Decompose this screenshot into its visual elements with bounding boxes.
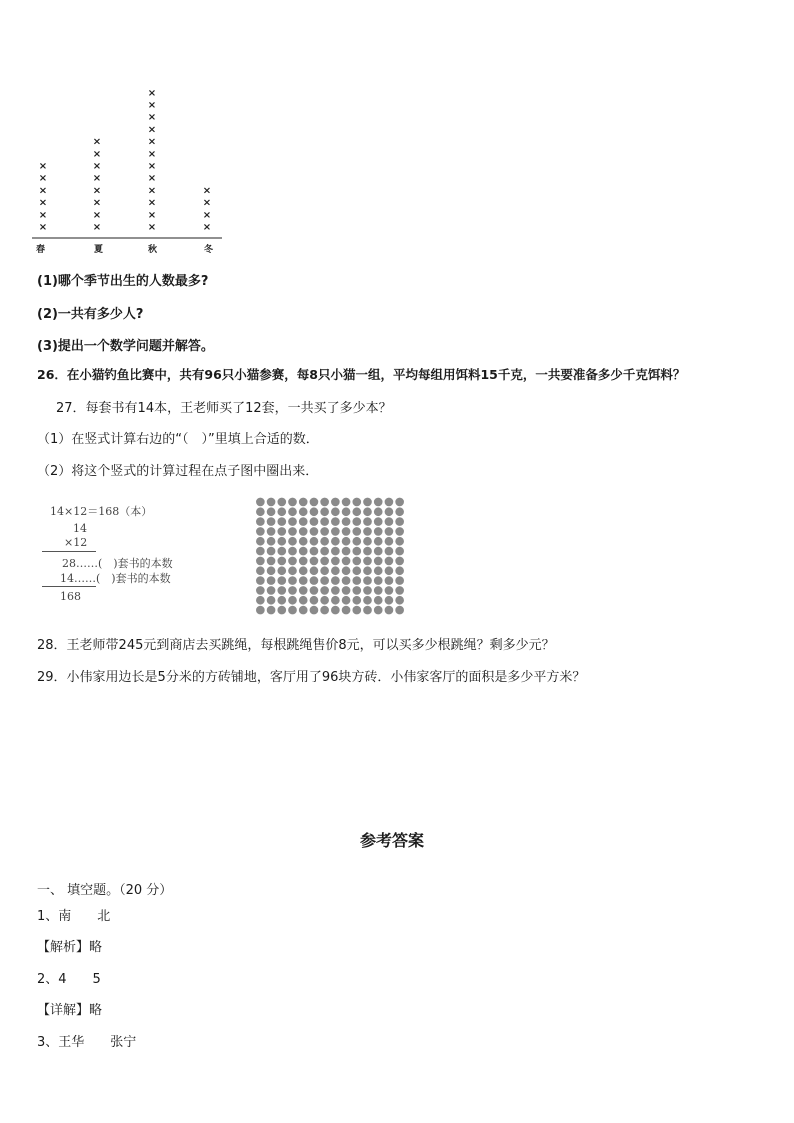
grid-dot — [342, 596, 351, 605]
grid-dot — [320, 507, 329, 516]
grid-dot — [331, 547, 340, 556]
plot-mark-春: × — [38, 173, 48, 185]
grid-dot — [385, 576, 394, 585]
grid-dot — [267, 576, 276, 585]
grid-dot — [395, 586, 404, 595]
grid-dot — [395, 537, 404, 546]
grid-dot — [395, 527, 404, 536]
grid-dot — [310, 498, 319, 507]
plot-mark-冬: × — [202, 222, 212, 233]
grid-dot — [310, 557, 319, 566]
grid-dot — [310, 527, 319, 536]
plot-mark-冬: × — [202, 197, 212, 209]
calc-row5: 168 — [60, 590, 81, 603]
grid-dot — [299, 566, 308, 575]
grid-dot — [342, 606, 351, 615]
grid-dot — [320, 596, 329, 605]
plot-mark-秋: × — [147, 87, 157, 99]
plot-marks — [39, 88, 211, 233]
grid-dot — [267, 566, 276, 575]
grid-dot — [256, 537, 265, 546]
grid-dot — [277, 537, 286, 546]
plot-mark-夏: × — [92, 185, 102, 197]
grid-dot — [320, 537, 329, 546]
grid-dot — [395, 507, 404, 516]
grid-dot — [374, 517, 383, 526]
grid-dot — [277, 557, 286, 566]
grid-dot — [320, 606, 329, 615]
grid-dot — [288, 606, 297, 615]
calc-row1: 14 — [73, 522, 87, 535]
grid-dot — [395, 606, 404, 615]
plot-mark-秋: × — [147, 222, 157, 233]
grid-dot — [256, 596, 265, 605]
plot-mark-夏: × — [92, 197, 102, 209]
grid-dot — [256, 557, 265, 566]
grid-dot — [342, 586, 351, 595]
plot-mark-秋: × — [147, 197, 157, 209]
grid-dot — [277, 527, 286, 536]
answer-2: 2、4 5 — [37, 972, 101, 987]
grid-dot — [363, 566, 372, 575]
grid-dot — [320, 517, 329, 526]
grid-dot — [299, 596, 308, 605]
grid-dot — [363, 527, 372, 536]
grid-dot — [320, 566, 329, 575]
grid-dot — [342, 498, 351, 507]
grid-dot — [331, 606, 340, 615]
plot-mark-春: × — [38, 185, 48, 197]
grid-dot — [352, 596, 361, 605]
grid-dot — [288, 576, 297, 585]
grid-dot — [385, 537, 394, 546]
grid-dot — [256, 527, 265, 536]
q27-stem: 27．每套书有14本，王老师买了12套，一共买了多少本？ — [56, 401, 392, 416]
grid-dot — [310, 566, 319, 575]
season-birth-line-plot — [30, 80, 230, 255]
grid-dot — [395, 557, 404, 566]
grid-dot — [395, 547, 404, 556]
grid-dot — [352, 576, 361, 585]
grid-dot — [299, 517, 308, 526]
calc-row3: 28……( )套书的本数 — [62, 557, 173, 570]
grid-dot — [352, 606, 361, 615]
grid-dot — [395, 517, 404, 526]
grid-dot — [288, 517, 297, 526]
plot-mark-秋: × — [147, 161, 157, 172]
grid-dot — [331, 566, 340, 575]
grid-dot — [267, 586, 276, 595]
grid-dot — [331, 596, 340, 605]
grid-dot — [288, 566, 297, 575]
grid-dot — [374, 537, 383, 546]
grid-dot — [320, 547, 329, 556]
grid-dot — [342, 507, 351, 516]
grid-dot — [277, 547, 286, 556]
season-label-autumn: 秋 — [148, 245, 158, 255]
grid-dot — [331, 557, 340, 566]
plot-mark-春: × — [38, 161, 48, 172]
plot-mark-秋: × — [147, 148, 157, 160]
grid-dot — [374, 557, 383, 566]
grid-dot — [385, 527, 394, 536]
grid-dot — [395, 566, 404, 575]
answers-section-1: 一、 填空题。（20 分） — [37, 883, 173, 898]
grid-dot — [385, 507, 394, 516]
grid-dot — [299, 547, 308, 556]
grid-dot — [331, 527, 340, 536]
grid-dot — [277, 507, 286, 516]
q25-sub1: (1)哪个季节出生的人数最多? — [37, 274, 209, 289]
plot-mark-春: × — [38, 209, 48, 221]
grid-dot — [277, 586, 286, 595]
calc-line-2 — [42, 586, 96, 587]
grid-dot — [342, 517, 351, 526]
grid-dot — [310, 586, 319, 595]
answer-1: 1、南 北 — [37, 909, 111, 924]
grid-dot — [374, 576, 383, 585]
plot-mark-夏: × — [92, 173, 102, 185]
plot-mark-秋: × — [147, 136, 157, 148]
answer-3: 3、王华 张宁 — [37, 1035, 137, 1050]
grid-dot — [310, 507, 319, 516]
season-label-spring: 春 — [36, 245, 46, 255]
grid-dot — [288, 596, 297, 605]
grid-dot — [256, 586, 265, 595]
plot-mark-秋: × — [147, 209, 157, 221]
grid-dot — [374, 586, 383, 595]
grid-dot — [385, 566, 394, 575]
plot-mark-夏: × — [92, 136, 102, 148]
grid-dot — [363, 547, 372, 556]
q26-text: 26．在小猫钓鱼比赛中，共有96只小猫参赛，每8只小猫一组，平均每组用饵料15千克，一共要准备多少千克饵料？ — [37, 367, 686, 382]
grid-dot — [299, 527, 308, 536]
calc-row4: 14……( )套书的本数 — [60, 572, 171, 585]
answer-1-note: 【解析】略 — [37, 940, 103, 955]
plot-mark-夏: × — [92, 161, 102, 172]
grid-dot — [385, 557, 394, 566]
grid-dot — [374, 507, 383, 516]
grid-dot — [374, 606, 383, 615]
q29-text: 29．小伟家用边长是5分米的方砖铺地，客厅用了96块方砖．小伟家客厅的面积是多少平方米？ — [37, 670, 586, 685]
grid-dot — [267, 527, 276, 536]
grid-dot — [256, 606, 265, 615]
grid-dot — [352, 566, 361, 575]
plot-mark-夏: × — [92, 148, 102, 160]
answer-2-note: 【详解】略 — [37, 1003, 103, 1018]
grid-dot — [277, 498, 286, 507]
grid-dot — [395, 596, 404, 605]
grid-dot — [310, 596, 319, 605]
grid-dot — [374, 596, 383, 605]
plot-mark-秋: × — [147, 112, 157, 124]
grid-dot — [352, 537, 361, 546]
grid-dot — [310, 606, 319, 615]
grid-dot — [267, 517, 276, 526]
grid-dot — [385, 498, 394, 507]
grid-dot — [395, 576, 404, 585]
grid-dot — [310, 547, 319, 556]
grid-dot — [342, 557, 351, 566]
grid-dot — [374, 498, 383, 507]
grid-dot — [374, 547, 383, 556]
grid-dot — [310, 517, 319, 526]
grid-dot — [256, 547, 265, 556]
grid-dot — [374, 527, 383, 536]
grid-dot — [256, 517, 265, 526]
grid-dot — [342, 537, 351, 546]
grid-dot — [342, 527, 351, 536]
grid-dot — [320, 498, 329, 507]
season-label-winter: 冬 — [204, 245, 214, 255]
grid-dot — [331, 517, 340, 526]
grid-dot — [352, 507, 361, 516]
grid-dot — [363, 557, 372, 566]
grid-dot — [331, 586, 340, 595]
grid-dot — [288, 537, 297, 546]
grid-dot — [256, 498, 265, 507]
grid-dot — [363, 537, 372, 546]
plot-mark-春: × — [38, 222, 48, 233]
grid-dot — [352, 547, 361, 556]
grid-dot — [320, 576, 329, 585]
dot-grid — [255, 497, 405, 615]
grid-dot — [256, 576, 265, 585]
grid-dot — [310, 537, 319, 546]
grid-dot — [277, 596, 286, 605]
grid-dot — [363, 596, 372, 605]
grid-dot — [299, 586, 308, 595]
grid-dot — [342, 547, 351, 556]
grid-dot — [331, 507, 340, 516]
grid-dot — [277, 566, 286, 575]
grid-dot — [310, 576, 319, 585]
grid-dot — [299, 576, 308, 585]
grid-dot — [288, 586, 297, 595]
plot-mark-秋: × — [147, 100, 157, 111]
calc-row2: ×12 — [64, 536, 88, 549]
grid-dot — [299, 537, 308, 546]
grid-dot — [267, 507, 276, 516]
grid-dot — [288, 527, 297, 536]
q25-sub2: (2)一共有多少人? — [37, 307, 144, 322]
grid-dot — [363, 498, 372, 507]
season-label-summer: 夏 — [94, 245, 104, 255]
grid-dot — [395, 498, 404, 507]
grid-dot — [352, 586, 361, 595]
q28-text: 28．王老师带245元到商店去买跳绳，每根跳绳售价8元，可以买多少根跳绳？剩多少元？ — [37, 638, 555, 653]
grid-dot — [277, 606, 286, 615]
grid-dot — [299, 498, 308, 507]
grid-dot — [352, 517, 361, 526]
grid-dot — [363, 606, 372, 615]
grid-dot — [320, 586, 329, 595]
grid-dot — [331, 537, 340, 546]
q27-sub1: （1）在竖式计算右边的“（ ）”里填上合适的数． — [37, 432, 319, 447]
grid-dot — [352, 498, 361, 507]
grid-dot — [256, 566, 265, 575]
grid-dot — [320, 557, 329, 566]
grid-dot — [352, 557, 361, 566]
grid-dot — [374, 566, 383, 575]
grid-dot — [331, 576, 340, 585]
grid-dot — [363, 517, 372, 526]
plot-mark-夏: × — [92, 222, 102, 233]
grid-dot — [267, 557, 276, 566]
grid-dot — [288, 507, 297, 516]
grid-dot — [385, 586, 394, 595]
grid-dot — [352, 527, 361, 536]
grid-dot — [320, 527, 329, 536]
plot-mark-冬: × — [202, 209, 212, 221]
plot-mark-秋: × — [147, 185, 157, 197]
grid-dot — [288, 557, 297, 566]
grid-dot — [267, 498, 276, 507]
plot-mark-春: × — [38, 197, 48, 209]
grid-dot — [363, 507, 372, 516]
grid-dot — [267, 606, 276, 615]
plot-mark-夏: × — [92, 209, 102, 221]
answers-title: 参考答案 — [360, 831, 425, 850]
grid-dot — [299, 557, 308, 566]
grid-dot — [256, 507, 265, 516]
grid-dot — [267, 547, 276, 556]
grid-dot — [299, 507, 308, 516]
grid-dot — [363, 576, 372, 585]
grid-dot — [288, 498, 297, 507]
grid-dot — [385, 606, 394, 615]
plot-mark-冬: × — [202, 185, 212, 197]
plot-mark-秋: × — [147, 173, 157, 185]
q25-sub3: (3)提出一个数学问题并解答。 — [37, 339, 214, 354]
grid-dot — [299, 606, 308, 615]
grid-dot — [342, 576, 351, 585]
grid-dot — [342, 566, 351, 575]
grid-dot — [267, 537, 276, 546]
grid-dot — [288, 547, 297, 556]
grid-dot — [385, 517, 394, 526]
calc-equation: 14×12＝168（本） — [50, 505, 153, 518]
grid-dot — [385, 547, 394, 556]
grid-dot — [277, 517, 286, 526]
grid-dot — [385, 596, 394, 605]
grid-dot — [331, 498, 340, 507]
q27-sub2: （2）将这个竖式的计算过程在点子图中圈出来． — [37, 464, 319, 479]
grid-dot — [267, 596, 276, 605]
grid-dot — [363, 586, 372, 595]
plot-mark-秋: × — [147, 124, 157, 136]
grid-dot — [277, 576, 286, 585]
calc-line-1 — [42, 551, 96, 552]
